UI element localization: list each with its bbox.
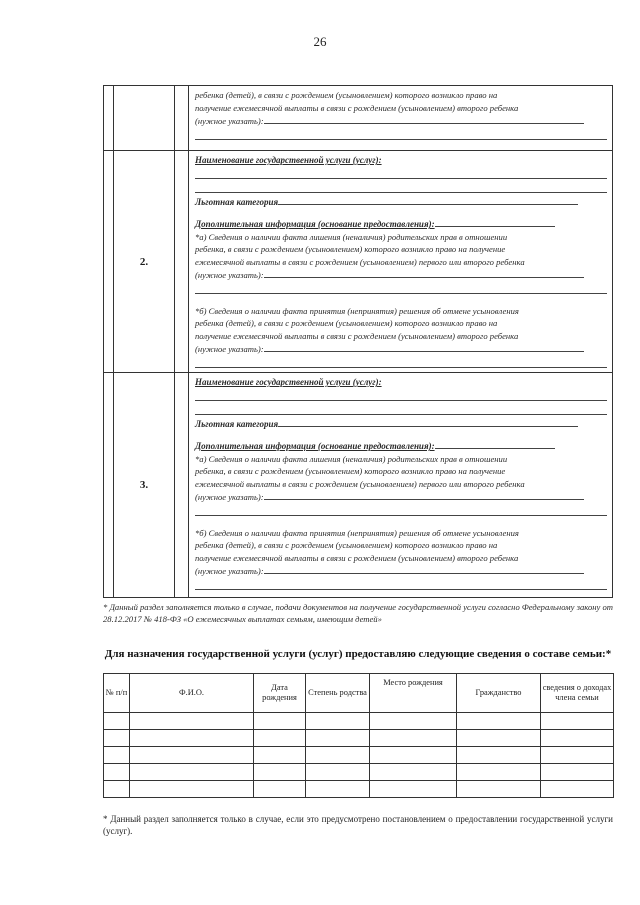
item-a-line: ежемесячной выплаты в связи с рождением (усыновлением) первого или второго ребенка xyxy=(195,478,525,489)
table-row xyxy=(104,713,614,730)
specify-field[interactable] xyxy=(264,268,584,278)
family-table xyxy=(103,673,614,798)
item-a-line: *а) Сведения о наличии факта лишения (неналичия) родительских прав в отношении xyxy=(195,453,508,464)
specify-label: (нужное указать): xyxy=(195,344,264,354)
family-table-header xyxy=(104,674,614,713)
table-row xyxy=(104,747,614,764)
additional-info-field[interactable] xyxy=(435,217,555,227)
service-name-field[interactable] xyxy=(195,167,607,179)
blank-line[interactable] xyxy=(195,128,607,140)
blank-line[interactable] xyxy=(195,282,607,294)
category-label: Льготная категория xyxy=(195,196,279,207)
item-b-line: ребенка (детей), в связи с рождением (усыновлением) которого возникло право на xyxy=(195,540,498,550)
table-row xyxy=(104,730,614,747)
col-birth-place: Место рождения xyxy=(370,674,457,713)
blank-line[interactable] xyxy=(195,356,607,368)
item-b-line: получение ежемесячной выплаты в связи с рождением (усыновлением) второго ребенка xyxy=(195,330,519,341)
service-name-label: Наименование государственной услуги (услуг): xyxy=(195,155,382,165)
item-a-line: ребенка, в связи с рождением (усыновлением) которого возникло право на получение xyxy=(195,466,506,476)
col-full-name: Ф.И.О. xyxy=(130,674,254,713)
blank-line[interactable] xyxy=(195,578,607,590)
specify-label: (нужное указать): xyxy=(195,116,264,126)
service-row-2 xyxy=(104,151,613,373)
additional-info-field[interactable] xyxy=(435,439,555,449)
additional-info-label: Дополнительная информация (основание предоставления): xyxy=(195,219,435,229)
specify-label: (нужное указать): xyxy=(195,492,264,502)
item-b-line: ребенка (детей), в связи с рождением (усыновлением) которого возникло право на xyxy=(195,318,498,328)
item-a-line: ежемесячной выплаты в связи с рождением (усыновлением) первого или второго ребенка xyxy=(195,256,525,267)
blank-line[interactable] xyxy=(195,504,607,516)
specify-label: (нужное указать): xyxy=(195,566,264,576)
table-row xyxy=(104,764,614,781)
item-b-line: *б) Сведения о наличии факта принятия (непринятия) решения об отмене усыновления xyxy=(195,305,519,316)
category-field[interactable] xyxy=(278,195,578,205)
footnote-family-section: * Данный раздел заполняется только в случае, если это предусмотрено постановлением о предоставлении государственной услуги (услуг). xyxy=(103,814,613,836)
col-income: сведения о доходах члена семьи xyxy=(541,674,614,713)
continued-row xyxy=(104,86,613,151)
footnote-federal-law: * Данный раздел заполняется только в случае, подачи документов на получение государственной услуги согласно Федеральному закону от 28.12.2017 № 418-ФЗ «О ежемесячных выплатах семьям, имеющим детей» xyxy=(103,602,613,624)
service-name-label: Наименование государственной услуги (услуг): xyxy=(195,377,382,387)
service-name-field[interactable] xyxy=(195,403,607,415)
row-number: 2. xyxy=(114,151,175,373)
col-number: № п/п xyxy=(104,674,130,713)
item-b-line: *б) Сведения о наличии факта принятия (непринятия) решения об отмене усыновления xyxy=(195,527,519,538)
continued-line: получение ежемесячной выплаты в связи с рождением (усыновлением) второго ребенка xyxy=(195,102,519,113)
col-citizenship: Гражданство xyxy=(457,674,541,713)
category-field[interactable] xyxy=(278,417,578,427)
services-table xyxy=(103,85,613,598)
table-row xyxy=(104,781,614,798)
specify-field[interactable] xyxy=(264,490,584,500)
additional-info-label: Дополнительная информация (основание предоставления): xyxy=(195,441,435,451)
specify-field[interactable] xyxy=(264,342,584,352)
row-number: 3. xyxy=(114,373,175,598)
item-b-line: получение ежемесячной выплаты в связи с рождением (усыновлением) второго ребенка xyxy=(195,552,519,563)
specify-field[interactable] xyxy=(264,114,584,124)
col-birth-date: Дата рождения xyxy=(254,674,306,713)
service-name-field[interactable] xyxy=(195,389,607,401)
specify-field[interactable] xyxy=(264,564,584,574)
continued-line: ребенка (детей), в связи с рождением (усыновлением) которого возникло право на xyxy=(195,90,498,100)
item-a-line: ребенка, в связи с рождением (усыновлением) которого возникло право на получение xyxy=(195,244,506,254)
service-row-3 xyxy=(104,373,613,598)
item-a-line: *а) Сведения о наличии факта лишения (неналичия) родительских прав в отношении xyxy=(195,231,508,242)
family-section-title: Для назначения государственной услуги (услуг) предоставляю следующие сведения о составе семьи:* xyxy=(104,648,612,660)
specify-label: (нужное указать): xyxy=(195,270,264,280)
service-name-field[interactable] xyxy=(195,181,607,193)
category-label: Льготная категория xyxy=(195,418,279,429)
col-relationship: Степень родства xyxy=(306,674,370,713)
page-number: 26 xyxy=(313,34,327,49)
